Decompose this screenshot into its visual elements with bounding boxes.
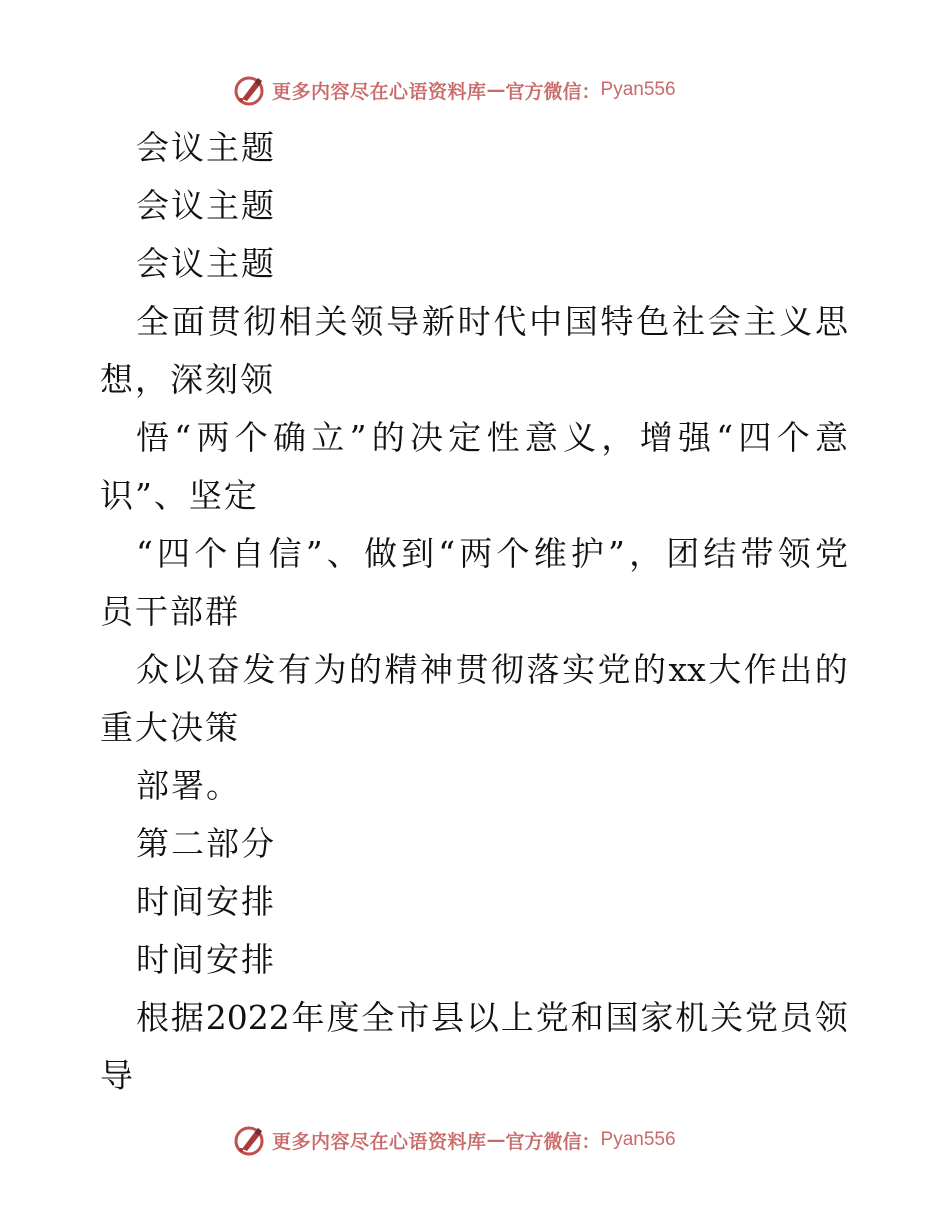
paragraph-line: 识”、坚定 bbox=[100, 476, 259, 515]
heading-line: 会议主题 bbox=[136, 244, 276, 283]
text-glyph: 的 bbox=[349, 650, 382, 689]
text-glyph: 度 bbox=[326, 998, 360, 1037]
text-glyph: 四 bbox=[157, 534, 191, 573]
text-glyph: 国 bbox=[605, 998, 639, 1037]
text-glyph: 社 bbox=[672, 302, 706, 341]
text-glyph: 全 bbox=[361, 998, 395, 1037]
text-glyph: 贯 bbox=[455, 650, 489, 689]
text-glyph: 信 bbox=[268, 534, 302, 573]
text-glyph: 机 bbox=[675, 998, 709, 1037]
text-glyph: “ bbox=[438, 534, 456, 573]
pen-nib-logo-icon bbox=[232, 1123, 266, 1157]
text-glyph: 导 bbox=[386, 302, 420, 341]
text-glyph: 决 bbox=[410, 418, 443, 457]
text-glyph: 相 bbox=[278, 302, 312, 341]
text-glyph: 精 bbox=[384, 650, 418, 689]
header-wechat-label: 官方微信： bbox=[505, 80, 601, 103]
footer-brand-text: 更多内容尽在心语资料库 bbox=[272, 1130, 487, 1153]
text-glyph: 全 bbox=[136, 302, 169, 341]
text-glyph: 众 bbox=[136, 650, 169, 689]
text-glyph: 县 bbox=[431, 998, 465, 1037]
text-glyph: 团 bbox=[666, 534, 700, 573]
text-glyph: 色 bbox=[636, 302, 670, 341]
paragraph-line bbox=[136, 998, 848, 1038]
text-glyph: 彻 bbox=[491, 650, 524, 689]
paragraph-line: 部署。 bbox=[136, 766, 241, 805]
text-glyph: 个 bbox=[194, 534, 228, 573]
text-glyph: 增 bbox=[639, 418, 673, 457]
text-glyph: 的 bbox=[371, 418, 405, 457]
text-glyph: 贯 bbox=[207, 302, 241, 341]
text-glyph: 关 bbox=[710, 998, 744, 1037]
header-brand-text: 更多内容尽在心语资料库 bbox=[272, 80, 487, 103]
footer-separator: — bbox=[486, 1129, 506, 1151]
text-glyph: 党 bbox=[597, 650, 631, 689]
text-glyph: 性 bbox=[486, 418, 520, 457]
text-glyph: 党 bbox=[535, 998, 569, 1037]
paragraph-line bbox=[136, 534, 848, 574]
text-glyph: 发 bbox=[242, 650, 276, 689]
text-glyph: 会 bbox=[707, 302, 741, 341]
header-separator: — bbox=[486, 79, 506, 101]
text-glyph: 奋 bbox=[207, 650, 240, 689]
text-glyph: 义 bbox=[779, 302, 813, 341]
text-glyph: ” bbox=[349, 418, 367, 457]
text-glyph: 领 bbox=[814, 998, 848, 1037]
text-glyph: 新 bbox=[421, 302, 455, 341]
text-glyph: 以 bbox=[171, 650, 205, 689]
text-glyph: 上 bbox=[500, 998, 534, 1037]
text-glyph: 悟 bbox=[136, 418, 169, 457]
footer-wechat-label: 官方微信： bbox=[505, 1130, 601, 1153]
text-glyph: 落 bbox=[526, 650, 560, 689]
text-glyph: 定 bbox=[448, 418, 482, 457]
text-glyph: 带 bbox=[740, 534, 774, 573]
text-glyph: “ bbox=[136, 534, 153, 573]
paragraph-line: 重大决策 bbox=[100, 708, 240, 747]
text-glyph: 关 bbox=[314, 302, 348, 341]
text-glyph: 市 bbox=[396, 998, 430, 1037]
text-glyph: 确 bbox=[273, 418, 306, 457]
text-glyph: 做 bbox=[363, 534, 397, 573]
paragraph-line: 导 bbox=[100, 1056, 135, 1095]
text-glyph: 家 bbox=[640, 998, 674, 1037]
heading-line: 会议主题 bbox=[136, 128, 276, 167]
text-glyph: 的 bbox=[633, 650, 666, 689]
text-glyph: 年 bbox=[291, 998, 325, 1037]
text-glyph: 个 bbox=[496, 534, 530, 573]
section-heading: 第二部分 bbox=[136, 824, 276, 863]
paragraph-line bbox=[136, 418, 848, 458]
header-wechat-id: Pyan556 bbox=[600, 79, 676, 100]
text-glyph: 立 bbox=[311, 418, 345, 457]
text-glyph: 结 bbox=[703, 534, 737, 573]
text-glyph: 个 bbox=[776, 418, 810, 457]
text-glyph: 国 bbox=[564, 302, 598, 341]
text-glyph: 中 bbox=[529, 302, 563, 341]
paragraph-line bbox=[136, 302, 848, 342]
text-glyph: 为 bbox=[313, 650, 347, 689]
text-glyph: 员 bbox=[779, 998, 813, 1037]
text-glyph: 实 bbox=[562, 650, 595, 689]
text-glyph: 意 bbox=[524, 418, 558, 457]
footer-banner bbox=[232, 1122, 752, 1158]
text-glyph: 两 bbox=[459, 534, 493, 573]
text-glyph: 思 bbox=[814, 302, 848, 341]
text-glyph: 维 bbox=[533, 534, 567, 573]
text-glyph: 两 bbox=[196, 418, 230, 457]
text-glyph: “ bbox=[174, 418, 192, 457]
text-glyph: xx bbox=[668, 650, 706, 689]
section-heading: 时间安排 bbox=[136, 940, 276, 979]
text-glyph: 个 bbox=[234, 418, 268, 457]
text-glyph: 领 bbox=[777, 534, 811, 573]
paragraph-line: 员干部群 bbox=[100, 592, 240, 631]
text-glyph: 神 bbox=[420, 650, 453, 689]
text-glyph: 的 bbox=[814, 650, 848, 689]
text-glyph: 特 bbox=[600, 302, 634, 341]
text-glyph: 意 bbox=[814, 418, 848, 457]
text-glyph: ， bbox=[601, 418, 635, 457]
text-glyph: ” bbox=[608, 534, 625, 573]
text-glyph: 四 bbox=[738, 418, 772, 457]
text-glyph: 根 bbox=[136, 998, 169, 1037]
text-glyph: 以 bbox=[465, 998, 499, 1037]
text-glyph: 作 bbox=[743, 650, 777, 689]
text-glyph: 、 bbox=[326, 534, 360, 573]
text-glyph: 面 bbox=[171, 302, 205, 341]
text-glyph: 护 bbox=[570, 534, 604, 573]
text-glyph: ， bbox=[629, 534, 663, 573]
section-heading: 时间安排 bbox=[136, 882, 276, 921]
pen-nib-logo-icon bbox=[232, 73, 266, 107]
text-glyph: 据 bbox=[170, 998, 204, 1037]
header-banner bbox=[232, 72, 752, 108]
text-glyph: 党 bbox=[744, 998, 778, 1037]
text-glyph: 和 bbox=[570, 998, 604, 1037]
text-glyph: 自 bbox=[231, 534, 265, 573]
footer-wechat-id: Pyan556 bbox=[600, 1129, 676, 1150]
text-glyph: 党 bbox=[814, 534, 848, 573]
heading-line: 会议主题 bbox=[136, 186, 276, 225]
text-glyph: 代 bbox=[493, 302, 527, 341]
text-glyph: 出 bbox=[779, 650, 813, 689]
text-glyph: 时 bbox=[457, 302, 491, 341]
text-glyph: ” bbox=[305, 534, 323, 573]
text-glyph: 领 bbox=[350, 302, 384, 341]
text-glyph: 2022 bbox=[205, 998, 290, 1037]
paragraph-line bbox=[136, 650, 848, 690]
text-glyph: 有 bbox=[278, 650, 311, 689]
text-glyph: 彻 bbox=[243, 302, 277, 341]
text-glyph: 义 bbox=[563, 418, 597, 457]
paragraph-line: 想，深刻领 bbox=[100, 360, 275, 399]
text-glyph: 大 bbox=[708, 650, 742, 689]
text-glyph: 主 bbox=[743, 302, 777, 341]
text-glyph: “ bbox=[716, 418, 734, 457]
text-glyph: 到 bbox=[401, 534, 435, 573]
text-glyph: 强 bbox=[677, 418, 711, 457]
